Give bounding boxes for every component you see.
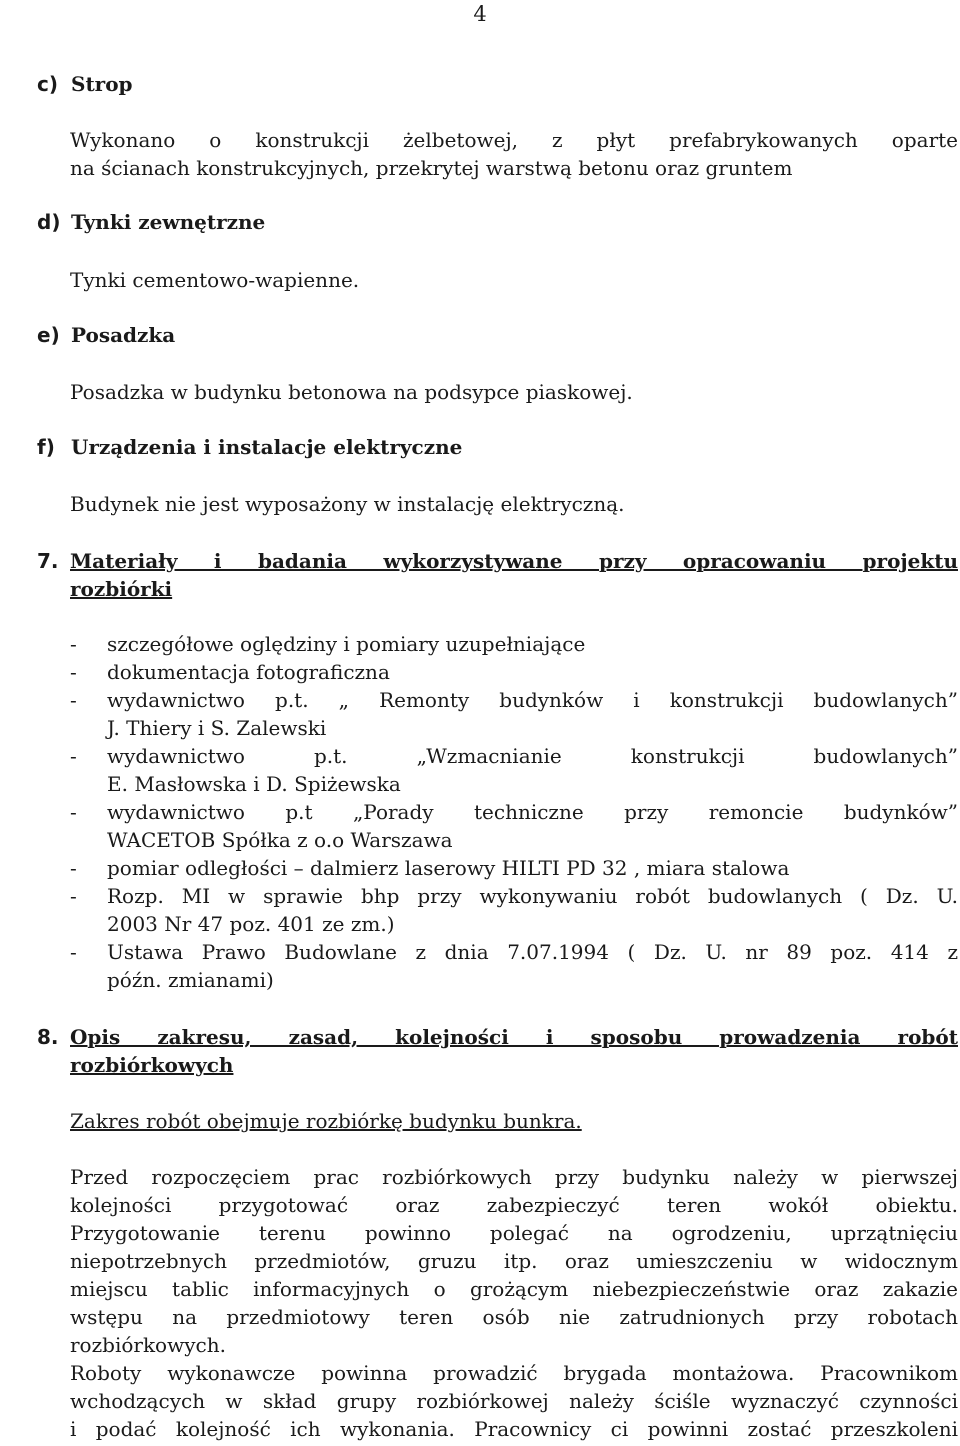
list-item-text: wydawnictwo p.t. „ Remonty budynków i konstrukcji budowlanych” bbox=[107, 688, 958, 712]
list-item: - pomiar odległości – dalmierz laserowy HILTI PD 32 , miara stalowa bbox=[70, 854, 958, 882]
list-item-text: wydawnictwo p.t „Porady techniczne przy remoncie budynków” bbox=[107, 800, 958, 824]
title-line: rozbiórki bbox=[70, 577, 173, 601]
subsection-letter: f) bbox=[37, 435, 55, 459]
list-item-text: wydawnictwo p.t. „Wzmacnianie konstrukcji budowlanych” bbox=[107, 744, 958, 768]
section-7-list bbox=[70, 630, 958, 994]
text-line: Budynek nie jest wyposażony w instalację elektryczną. bbox=[70, 492, 625, 516]
title-line: rozbiórkowych bbox=[70, 1053, 234, 1077]
list-item-text: szczegółowe oględziny i pomiary uzupełniające bbox=[107, 632, 586, 656]
text-line: rozbiórkowych. bbox=[70, 1333, 226, 1357]
list-item-text: WACETOB Spółka z o.o Warszawa bbox=[107, 828, 453, 852]
section-8-scope bbox=[70, 1107, 958, 1135]
text-line: Przed rozpoczęciem prac rozbiórkowych przy budynku należy w pierwszej bbox=[70, 1165, 958, 1189]
list-item-text: dokumentacja fotograficzna bbox=[107, 660, 390, 684]
subsection-title: Posadzka bbox=[71, 323, 176, 347]
text-line: wstępu na przedmiotowy teren osób nie zatrudnionych przy robotach bbox=[70, 1305, 958, 1329]
section-title bbox=[70, 547, 958, 603]
subsection-letter: d) bbox=[37, 210, 61, 234]
subsection-letter: c) bbox=[37, 72, 58, 96]
subsection-heading-urzadzenia bbox=[37, 433, 462, 461]
list-item: - szczegółowe oględziny i pomiary uzupełniające bbox=[70, 630, 958, 658]
subsection-text-strop bbox=[70, 126, 958, 182]
subsection-heading-tynki bbox=[37, 208, 265, 236]
title-line: Opis zakresu, zasad, kolejności i sposobu prowadzenia robót bbox=[70, 1025, 958, 1049]
section-8-paragraph-1 bbox=[70, 1163, 958, 1359]
list-item-text: pomiar odległości – dalmierz laserowy HILTI PD 32 , miara stalowa bbox=[107, 856, 790, 880]
list-item: - wydawnictwo p.t. „ Remonty budynków i konstrukcji budowlanych” J. Thiery i S. Zalewski bbox=[70, 688, 958, 740]
section-title bbox=[70, 1023, 958, 1079]
text-line: kolejności przygotować oraz zabezpieczyć teren wokół obiektu. bbox=[70, 1193, 958, 1217]
title-line: Materiały i badania wykorzystywane przy opracowaniu projektu bbox=[70, 549, 958, 573]
text-line: Wykonano o konstrukcji żelbetowej, z płyt prefabrykowanych oparte bbox=[70, 128, 958, 152]
scope-text: Zakres robót obejmuje rozbiórkę budynku bunkra. bbox=[70, 1109, 582, 1133]
list-item: - dokumentacja fotograficzna bbox=[70, 658, 958, 686]
list-item-text: późn. zmianami) bbox=[107, 968, 274, 992]
text-line: Tynki cementowo-wapienne. bbox=[70, 268, 360, 292]
list-item-text: J. Thiery i S. Zalewski bbox=[107, 716, 327, 740]
list-item: - Ustawa Prawo Budowlane z dnia 7.07.1994 ( Dz. U. nr 89 poz. 414 z późn. zmianami) bbox=[70, 940, 958, 992]
text-line: na ścianach konstrukcyjnych, przekrytej warstwą betonu oraz gruntem bbox=[70, 156, 793, 180]
text-line: wchodzących w skład grupy rozbiórkowej należy ściśle wyznaczyć czynności bbox=[70, 1389, 958, 1413]
list-item: - wydawnictwo p.t „Porady techniczne przy remoncie budynków” WACETOB Spółka z o.o Warszawa bbox=[70, 800, 958, 852]
subsection-title: Strop bbox=[71, 72, 133, 96]
section-8-paragraph-2 bbox=[70, 1359, 958, 1443]
subsection-text-tynki bbox=[70, 266, 958, 294]
list-item: - Rozp. MI w sprawie bhp przy wykonywaniu robót budowlanych ( Dz. U. 2003 Nr 47 poz. 401 ze zm.) bbox=[70, 884, 958, 936]
section-8-heading bbox=[37, 1023, 958, 1079]
subsection-text-urzadzenia bbox=[70, 490, 958, 518]
text-line: Roboty wykonawcze powinna prowadzić brygada montażowa. Pracownikom bbox=[70, 1361, 958, 1385]
list-item-text: 2003 Nr 47 poz. 401 ze zm.) bbox=[107, 912, 395, 936]
text-line: miejscu tablic informacyjnych o grożącym niebezpieczeństwie oraz zakazie bbox=[70, 1277, 958, 1301]
list-item-text: Ustawa Prawo Budowlane z dnia 7.07.1994 ( Dz. U. nr 89 poz. 414 z bbox=[107, 940, 958, 964]
subsection-title: Urządzenia i instalacje elektryczne bbox=[71, 435, 463, 459]
section-number: 8. bbox=[37, 1025, 59, 1049]
text-line: niepotrzebnych przedmiotów, gruzu itp. oraz umieszczeniu w widocznym bbox=[70, 1249, 958, 1273]
subsection-text-posadzka bbox=[70, 378, 958, 406]
subsection-heading-strop bbox=[37, 70, 133, 98]
subsection-title: Tynki zewnętrzne bbox=[71, 210, 266, 234]
list-item-text: E. Masłowska i D. Spiżewska bbox=[107, 772, 401, 796]
text-line: Przygotowanie terenu powinno polegać na ogrodzeniu, uprzątnięciu bbox=[70, 1221, 958, 1245]
list-item: - wydawnictwo p.t. „Wzmacnianie konstrukcji budowlanych” E. Masłowska i D. Spiżewska bbox=[70, 744, 958, 796]
section-number: 7. bbox=[37, 549, 59, 573]
subsection-heading-posadzka bbox=[37, 321, 175, 349]
page-number: 4 bbox=[473, 2, 487, 26]
subsection-letter: e) bbox=[37, 323, 60, 347]
section-7-heading bbox=[37, 547, 958, 603]
text-line: Posadzka w budynku betonowa na podsypce piaskowej. bbox=[70, 380, 633, 404]
list-item-text: Rozp. MI w sprawie bhp przy wykonywaniu robót budowlanych ( Dz. U. bbox=[107, 884, 958, 908]
text-line: i podać kolejność ich wykonania. Pracownicy ci powinni zostać przeszkoleni bbox=[70, 1417, 958, 1441]
